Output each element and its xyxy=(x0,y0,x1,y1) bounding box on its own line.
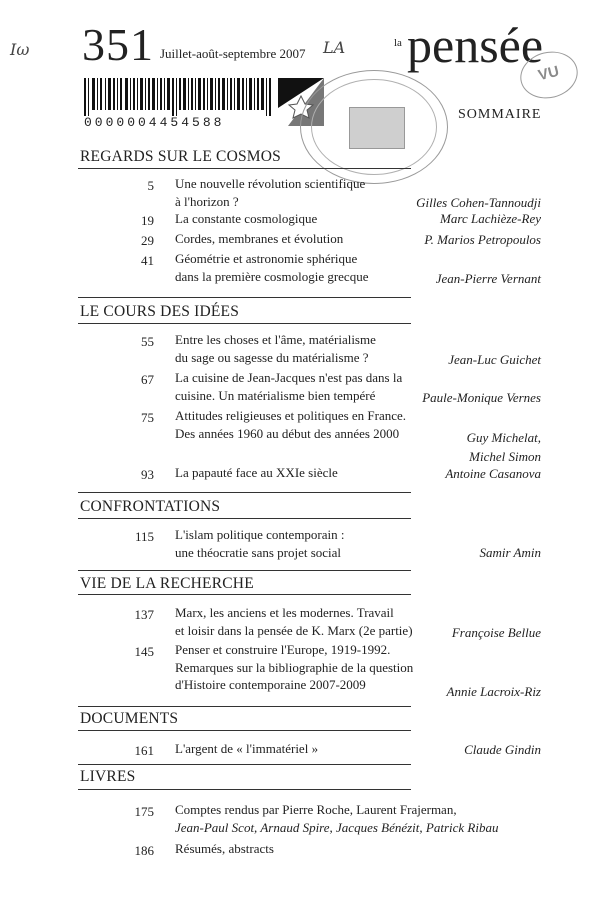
section-rule xyxy=(78,518,411,519)
entry-author: Françoise Bellue xyxy=(451,625,541,640)
entry-title xyxy=(175,230,343,248)
section-rule xyxy=(78,706,411,707)
section-title-vie-de-la-recherche: VIE DE LA RECHERCHE xyxy=(80,575,254,592)
entry-author: Gilles Cohen-Tannoudji xyxy=(416,195,541,210)
entry-title-line: La papauté face au XXIe siècle xyxy=(175,465,338,480)
entry-title-line: L'argent de « l'immatériel » xyxy=(175,741,319,756)
entry-author: Marc Lachièze-Rey xyxy=(440,211,541,226)
section-title-documents: DOCUMENTS xyxy=(80,710,179,727)
entry-author: Jean-Luc Guichet xyxy=(448,352,541,367)
library-stamp xyxy=(300,70,448,184)
entry-author xyxy=(467,428,541,466)
section-rule xyxy=(78,297,411,298)
entry-page-number: 145 xyxy=(134,644,154,659)
entry-author-line: Michel Simon xyxy=(469,449,541,464)
entry-title-line: Entre les choses et l'âme, matérialisme xyxy=(175,332,376,347)
section-rule xyxy=(78,764,411,765)
section-rule xyxy=(78,492,411,493)
entry-title-line: Une nouvelle révolution scientifique xyxy=(175,176,366,191)
entry-author: Paule-Monique Vernes xyxy=(422,390,541,405)
entry-page-number: 67 xyxy=(141,372,154,387)
section-title-regards-sur-le-cosmos: REGARDS SUR LE COSMOS xyxy=(80,148,282,165)
entry-title-line: Marx, les anciens et les modernes. Travail xyxy=(175,605,394,620)
entry-title xyxy=(175,369,402,404)
entry-title-line: Comptes rendus par Pierre Roche, Laurent Frajerman, xyxy=(175,802,457,817)
entry-title xyxy=(175,210,317,228)
entry-author: Claude Gindin xyxy=(464,742,541,757)
magazine-title: pensée xyxy=(407,17,544,73)
entry-title-line: cuisine. Un matérialisme bien tempéré xyxy=(175,387,376,403)
entry-page-number: 19 xyxy=(141,213,154,228)
magazine-article: la xyxy=(394,37,402,49)
entry-title xyxy=(175,464,338,482)
entry-title-line: dans la première cosmologie grecque xyxy=(175,268,369,284)
section-rule xyxy=(78,594,411,595)
entry-page-number: 75 xyxy=(141,410,154,425)
entry-author: P. Marios Petropoulos xyxy=(424,232,541,247)
entry-page-number: 93 xyxy=(141,467,154,482)
entry-page-number: 137 xyxy=(134,607,154,622)
barcode-number: 0000004454588 xyxy=(84,115,225,130)
entry-author: Samir Amin xyxy=(479,545,541,560)
vu-stamp-text: VU xyxy=(536,62,561,85)
handwritten-note-middle: LA xyxy=(323,38,346,57)
barcode-bars xyxy=(84,78,272,116)
entry-title xyxy=(175,641,413,694)
issue-number: 351 xyxy=(82,19,154,70)
entry-page-number: 55 xyxy=(141,334,154,349)
entry-title xyxy=(175,175,365,210)
entry-title xyxy=(175,604,413,639)
entry-title-line: Penser et construire l'Europe, 1919-1992. xyxy=(175,642,391,657)
entry-title xyxy=(175,840,274,858)
library-stamp-image xyxy=(349,107,405,149)
entry-title-line: une théocratie sans projet social xyxy=(175,544,342,560)
handwritten-note-left: Ιω xyxy=(10,40,30,59)
entry-page-number: 161 xyxy=(134,743,154,758)
entry-page-number: 5 xyxy=(147,178,154,193)
section-rule xyxy=(78,168,411,169)
entry-title xyxy=(175,250,368,285)
entry-title-line: Attitudes religieuses et politiques en France. xyxy=(175,408,407,423)
entry-title-line: Cordes, membranes et évolution xyxy=(175,231,344,246)
entry-author: Annie Lacroix-Riz xyxy=(446,684,541,699)
section-rule xyxy=(78,789,411,790)
entry-title-line: Remarques sur la bibliographie de la question xyxy=(175,659,414,675)
entry-page-number: 186 xyxy=(134,843,154,858)
entry-title-line: Géométrie et astronomie sphérique xyxy=(175,251,358,266)
entry-title-line: à l'horizon ? xyxy=(175,193,239,209)
entry-title xyxy=(175,331,376,366)
entry-title xyxy=(175,801,498,836)
section-rule xyxy=(78,730,411,731)
entry-title-line: du sage ou sagesse du matérialisme ? xyxy=(175,349,369,365)
issue-date: Juillet-août-septembre 2007 xyxy=(160,46,306,61)
entry-title-line: La constante cosmologique xyxy=(175,211,318,226)
entry-page-number: 29 xyxy=(141,233,154,248)
entry-title xyxy=(175,526,345,561)
section-title-confrontations: CONFRONTATIONS xyxy=(80,498,221,515)
entry-title-line: Des années 1960 au début des années 2000 xyxy=(175,425,400,441)
entry-page-number: 175 xyxy=(134,804,154,819)
entry-title-line: Résumés, abstracts xyxy=(175,841,274,856)
entry-title-line: L'islam politique contemporain : xyxy=(175,527,345,542)
section-rule xyxy=(78,323,411,324)
section-rule xyxy=(78,570,411,571)
entry-title-line: et loisir dans la pensée de K. Marx (2e partie) xyxy=(175,622,413,638)
entry-author: Jean-Pierre Vernant xyxy=(435,271,541,286)
entry-title-line: La cuisine de Jean-Jacques n'est pas dans la xyxy=(175,370,403,385)
entry-page-number: 41 xyxy=(141,253,154,268)
entry-author: Antoine Casanova xyxy=(445,466,541,481)
section-title-le-cours-des-idees: LE COURS DES IDÉES xyxy=(80,303,240,320)
entry-title xyxy=(175,740,318,758)
barcode xyxy=(84,78,272,116)
entry-author-line: Guy Michelat, xyxy=(466,430,541,445)
section-title-livres: LIVRES xyxy=(80,768,136,785)
entry-title-line: d'Histoire contemporaine 2007-2009 xyxy=(175,677,366,692)
entry-page-number: 115 xyxy=(134,529,154,544)
entry-title xyxy=(175,407,406,442)
entry-title-line: Jean-Paul Scot, Arnaud Spire, Jacques Bénézit, Patrick Ribau xyxy=(175,819,499,835)
sommaire-heading: SOMMAIRE xyxy=(458,107,542,122)
